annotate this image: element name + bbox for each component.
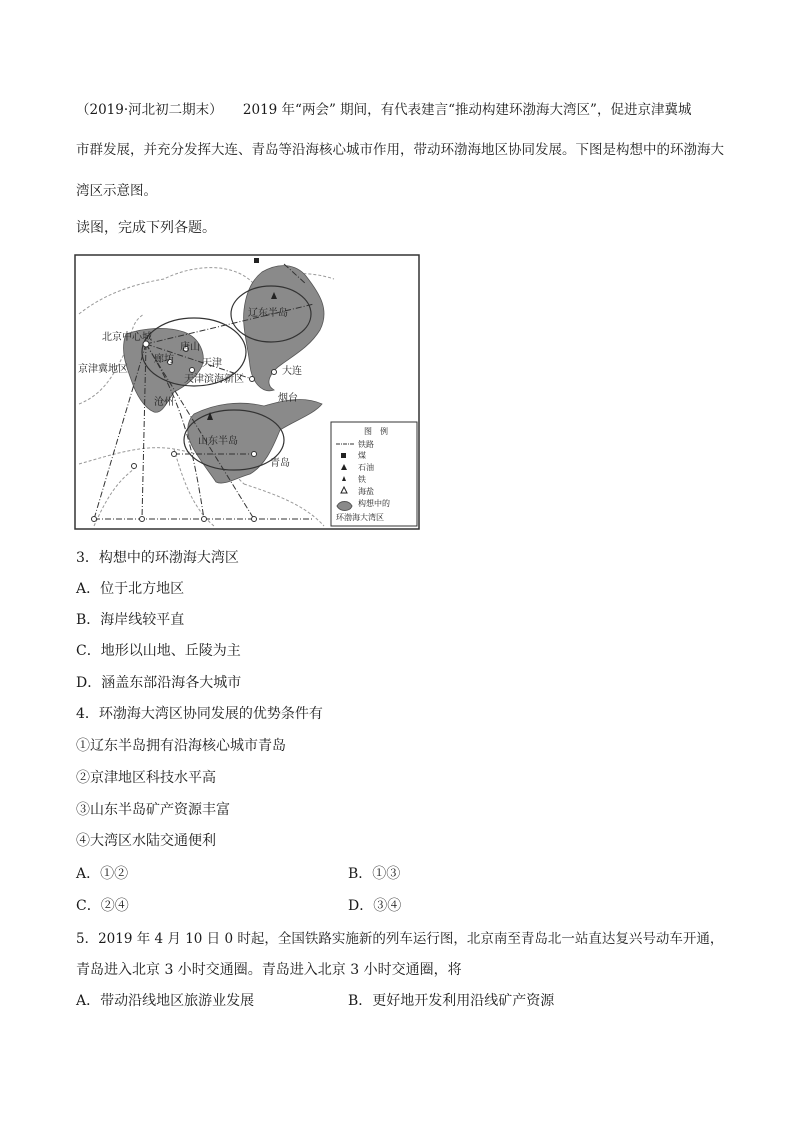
map-legend xyxy=(331,422,417,526)
label-langfang: 廊坊 xyxy=(154,354,174,365)
q5-stem-line-1: 5．2019 年 4 月 10 日 0 时起，全国铁路实施新的列车运行图，北京南至青岛北一站直达复兴号动车开通， xyxy=(76,931,724,947)
q5-stem-line-2: 青岛进入北京 3 小时交通圈。青岛进入北京 3 小时交通圈，将 xyxy=(76,962,462,978)
q4-option-d: D．③④ xyxy=(348,898,402,914)
label-beijing: 北京中心城 xyxy=(102,332,152,343)
label-dalian: 大连 xyxy=(282,366,302,377)
legend-area-1: 构想中的 xyxy=(358,499,390,508)
q4-option-b: B．①③ xyxy=(348,866,401,882)
label-jingjinji: 京津冀地区 xyxy=(78,364,128,375)
label-cangzhou: 沧州 xyxy=(154,397,174,408)
legend-iron: 铁 xyxy=(358,475,366,484)
q4-option-c: C．②④ xyxy=(76,898,129,914)
label-qingdao: 青岛 xyxy=(270,458,290,469)
legend-sea-salt: 海盐 xyxy=(358,487,374,496)
q3-stem: 3．构想中的环渤海大湾区 xyxy=(76,550,239,566)
q3-option-d: D．涵盖东部沿海各大城市 xyxy=(76,675,242,691)
coal-symbol xyxy=(254,258,259,263)
bohai-bay-area-map xyxy=(74,254,420,530)
q4-statement-4: ④大湾区水陆交通便利 xyxy=(76,833,216,849)
q4-statement-2: ②京津地区科技水平高 xyxy=(76,770,216,786)
q4-option-a: A．①② xyxy=(76,866,129,882)
label-shandong: 山东半岛 xyxy=(198,436,238,447)
legend-railway: 铁路 xyxy=(358,440,374,449)
label-yantai: 烟台 xyxy=(278,393,298,404)
intro-line-1: （2019·河北初二期末） 2019 年“两会” 期间，有代表建言“推动构建环渤海大湾区”，促进京津冀城 xyxy=(76,102,692,118)
legend-coal: 煤 xyxy=(358,451,366,460)
legend-oil: 石油 xyxy=(358,463,374,472)
instruction: 读图，完成下列各题。 xyxy=(76,220,216,236)
label-tangshan: 唐山 xyxy=(180,342,200,353)
q5-option-a: A．带动沿线地区旅游业发展 xyxy=(76,993,255,1009)
label-tianjin: 天津 xyxy=(202,358,222,369)
q3-option-b: B．海岸线较平直 xyxy=(76,612,185,628)
q4-stem: 4．环渤海大湾区协同发展的优势条件有 xyxy=(76,706,323,722)
legend-title: 图 例 xyxy=(364,427,388,436)
q5-option-b: B．更好地开发利用沿线矿产资源 xyxy=(348,993,555,1009)
intro-line-2: 市群发展，并充分发挥大连、青岛等沿海核心城市作用，带动环渤海地区协同发展。下图是构想中的环渤海大 xyxy=(76,142,724,158)
intro-line-3: 湾区示意图。 xyxy=(76,183,157,199)
label-tianjin-binhai: 天津滨海新区 xyxy=(184,374,244,385)
legend-area-2: 环渤海大湾区 xyxy=(336,513,384,522)
q3-option-c: C．地形以山地、丘陵为主 xyxy=(76,643,241,659)
q4-statement-1: ①辽东半岛拥有沿海核心城市青岛 xyxy=(76,738,286,754)
label-liaodong: 辽东半岛 xyxy=(248,308,288,319)
q3-option-a: A．位于北方地区 xyxy=(76,581,185,597)
q4-statement-3: ③山东半岛矿产资源丰富 xyxy=(76,802,230,818)
